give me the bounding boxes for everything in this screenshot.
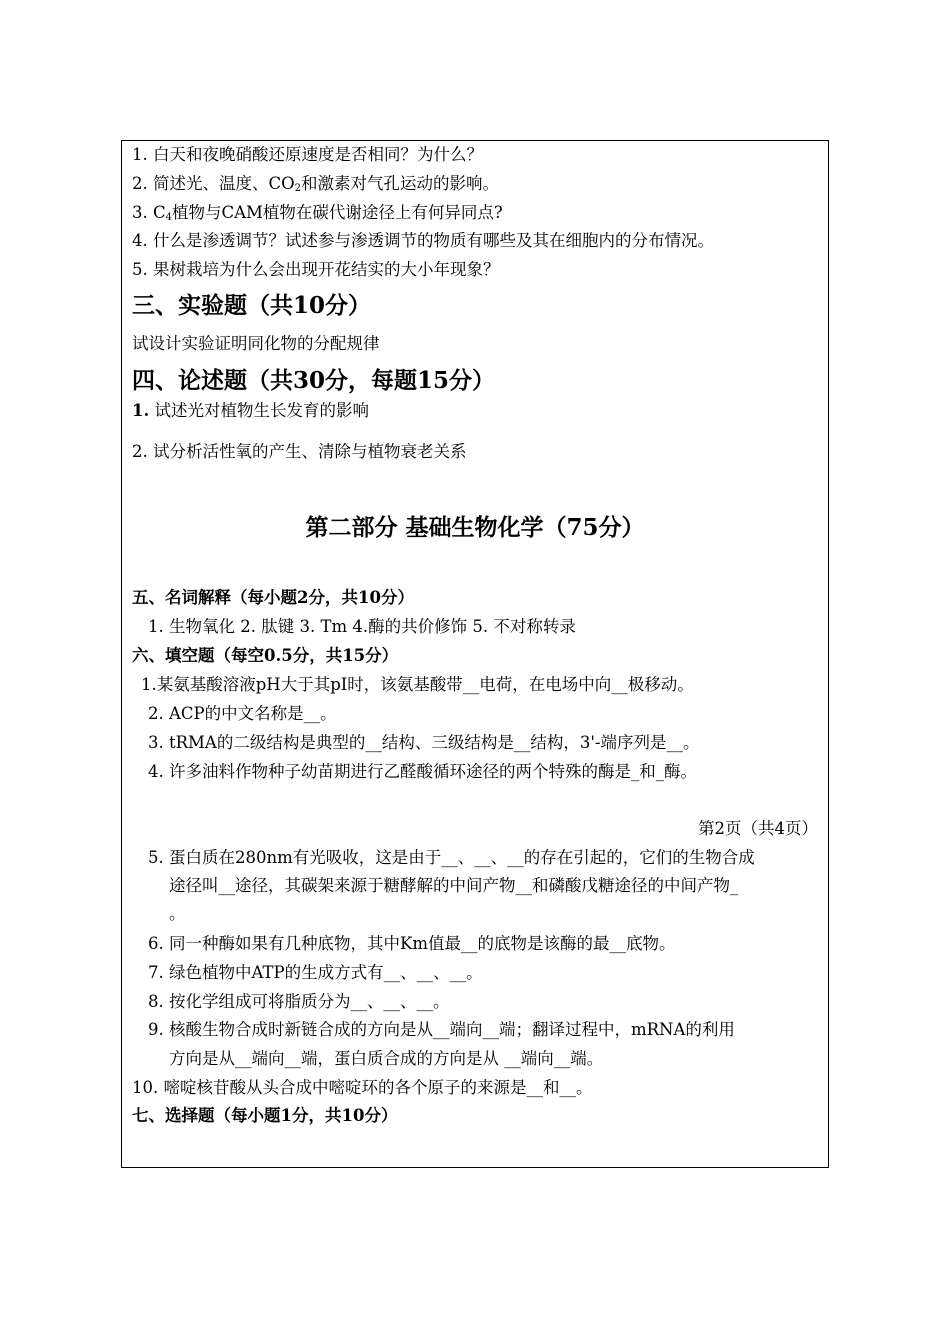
fill-line-2: 2. ACP的中文名称是__。: [148, 704, 337, 723]
question-5: 5. 果树栽培为什么会出现开花结实的大小年现象？: [132, 260, 500, 279]
fill-line-4: 4. 许多油料作物种子幼苗期进行乙醛酸循环途径的两个特殊的酶是_和_酶。: [148, 762, 697, 781]
section-3-title: 三、实验题（共10分）: [132, 292, 372, 319]
fill-line-9b: 方向是从__端向__端，蛋白质合成的方向是从 __端向__端。: [169, 1049, 604, 1068]
section-5-title: 五、名词解释（每小题2分，共10分）: [132, 588, 414, 607]
fill-line-9a: 9. 核酸生物合成时新链合成的方向是从__端向__端；翻译过程中，mRNA的利用: [148, 1020, 735, 1039]
page-number: 第2页（共4页）: [698, 819, 818, 838]
section-5-items: 1. 生物氧化 2. 肽键 3. Tm 4.酶的共价修饰 5. 不对称转录: [148, 617, 576, 636]
section-6-title: 六、填空题（每空0.5分，共15分）: [132, 646, 399, 665]
question-1: 1. 白天和夜晚硝酸还原速度是否相同？为什么？: [132, 145, 483, 164]
question-2: 2. 简述光、温度、$CO_2$和激素对气孔运动的影响。: [132, 174, 500, 194]
question-4: 4. 什么是渗透调节？试述参与渗透调节的物质有哪些及其在细胞内的分布情况。: [132, 231, 714, 250]
fill-line-5b: 途径叫__途径，其碳架来源于糖酵解的中间产物__和磷酸戊糖途径的中间产物_: [169, 876, 739, 895]
fill-line-7: 7. 绿色植物中ATP的生成方式有__、__、__。: [148, 963, 483, 982]
fill-line-6: 6. 同一种酶如果有几种底物，其中Km值最__的底物是该酶的最__底物。: [148, 934, 676, 953]
question-3: 3. $C_4$植物与CAM植物在碳代谢途径上有何异同点?: [132, 203, 503, 223]
section-4-q1: 1. 试述光对植物生长发育的影响: [132, 401, 369, 420]
section-3-text: 试设计实验证明同化物的分配规律: [132, 334, 380, 353]
fill-line-8: 8. 按化学组成可将脂质分为__、__、__。: [148, 992, 450, 1011]
fill-line-5c: 。: [169, 904, 186, 923]
part-2-title: 第二部分 基础生物化学（75分）: [305, 514, 645, 541]
fill-line-3: 3. tRMA的二级结构是典型的__结构、三级结构是__结构，3'-端序列是__。: [148, 733, 700, 752]
section-4-title: 四、论述题（共30分，每题15分）: [132, 367, 496, 394]
fill-line-5a: 5. 蛋白质在280nm有光吸收，这是由于__、__、__的存在引起的，它们的生物合成: [148, 848, 755, 867]
fill-line-10: 10. 嘧啶核苷酸从头合成中嘧啶环的各个原子的来源是__和__。: [132, 1078, 593, 1097]
fill-line-1: 1.某氨基酸溶液pH大于其pI时，该氨基酸带__电荷，在电场中向__极移动。: [141, 675, 694, 694]
section-4-q2: 2. 试分析活性氧的产生、清除与植物衰老关系: [132, 442, 467, 461]
section-7-title: 七、选择题（每小题1分，共10分）: [132, 1106, 398, 1125]
